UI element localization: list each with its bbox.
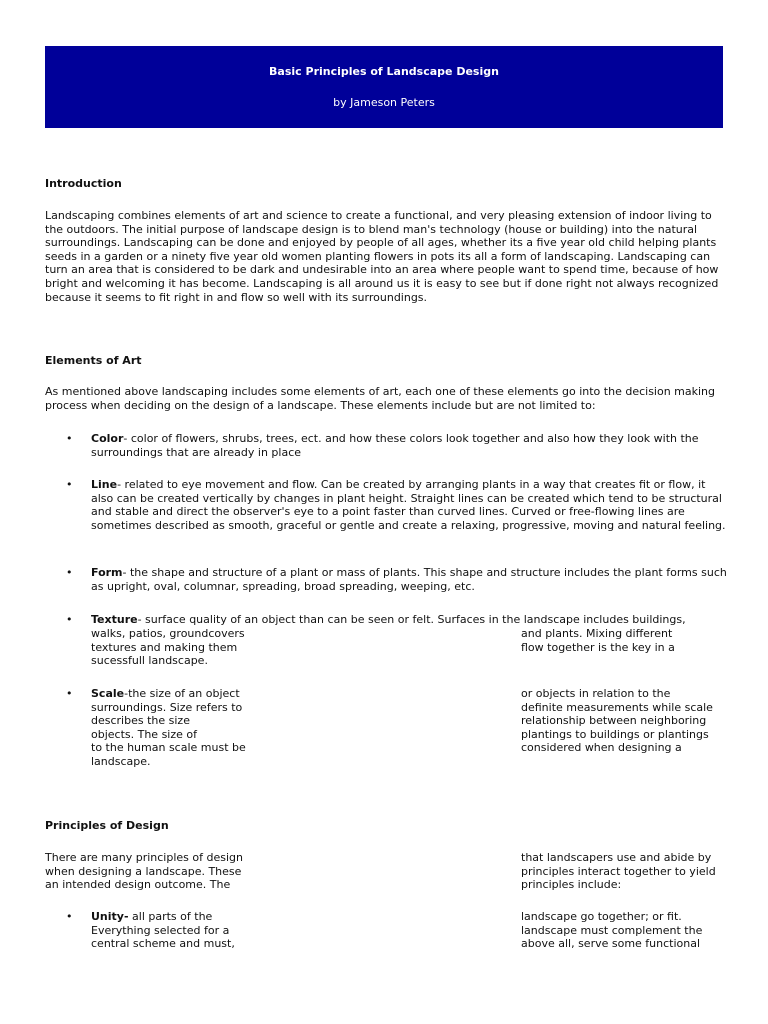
bullet-marker: • [66,613,73,626]
term-scale: Scale [91,687,125,700]
bullet-marker: • [66,566,73,579]
text-line: principles include: [521,878,622,892]
principles-of-design-heading: Principles of Design [45,819,169,832]
text-line: walks, patios, groundcovers [91,627,245,640]
bullet-marker: • [66,432,73,445]
principles-left-column [45,851,243,892]
text-line: landscape go together; or fit. [521,910,682,923]
line-description: - related to eye movement and flow. Can be created by arranging plants in a way that creates fit or flow, it also can be created vertically by changes in plant height. Straight lines can be created which tend to be structural and stable and direct the observer's eye to a point faster than curved lines. Curved or free-flowing lines are sometimes described as smooth, graceful or gentle and create a relaxing, progressive, moving and natural feeling. [91,478,726,532]
introduction-heading: Introduction [45,177,122,190]
list-item-color [91,432,727,459]
texture-right-column [521,627,675,654]
form-description: - the shape and structure of a plant or mass of plants. This shape and structure includes the plant forms such as upright, oval, columnar, spreading, broad spreading, weeping, etc. [91,566,727,593]
scale-right-column [521,687,713,755]
text-line: textures and making them [91,640,238,654]
unity-right-column [521,910,702,951]
text-line: all parts of the [128,910,213,923]
text-line: landscape. [91,754,151,768]
list-item-form [91,566,727,593]
texture-left-column [91,627,245,668]
elements-of-art-paragraph: As mentioned above landscaping includes some elements of art, each one of these elements go into the decision making process when deciding on the design of a landscape. These elements include but are not limited to: [45,385,716,412]
term-form: Form [91,566,123,579]
text-line: -the size of an object [124,687,240,700]
text-line: surroundings. Size refers to [91,700,243,714]
text-line: to the human scale must be [91,741,246,755]
text-line: principles interact together to yield [521,864,716,878]
bullet-marker: • [66,478,73,491]
texture-line-1: - surface quality of an object than can be seen or felt. Surfaces in the landscape includes buildings, [137,613,686,626]
bullet-marker: • [66,910,73,923]
text-line: describes the size [91,714,190,728]
text-line: plantings to buildings or plantings [521,727,709,741]
text-line: sucessfull landscape. [91,654,208,668]
introduction-paragraph: Landscaping combines elements of art and science to create a functional, and very pleasing extension of indoor living to the outdoors. The initial purpose of landscape design is to blend man's technology (house or building) into the natural surroundings. Landscaping can be done and enjoyed by people of all ages, whether its a five year old child helping plants seeds in a garden or a ninety five year old women planting flowers in pots its all a form of landscaping. Landscaping can turn an area that is considered to be dark and undesirable into an area where people want to spend time, because of how bright and welcoming it has become. Landscaping is all around us it is easy to see but if done right not always recognized because it seems to fit right in and flow so well with its surroundings. [45,209,719,304]
text-line: There are many principles of design [45,851,243,864]
unity-left-column [91,910,235,951]
list-item-texture [91,613,727,627]
text-line: landscape must complement the [521,923,703,937]
color-description: - color of flowers, shrubs, trees, ect. and how these colors look together and also how they look with the surroundings that are already in place [91,432,699,459]
text-line: an intended design outcome. The [45,878,231,892]
scale-left-column [91,687,246,769]
text-line: central scheme and must, [91,937,235,951]
term-unity: Unity- [91,910,129,923]
text-line: flow together is the key in a [521,640,675,654]
text-line: when designing a landscape. These [45,864,242,878]
term-color: Color [91,432,124,445]
title-banner [45,46,723,128]
document-author: by Jameson Peters [333,96,435,109]
text-line: Everything selected for a [91,923,230,937]
text-line: definite measurements while scale [521,700,713,714]
text-line: above all, serve some functional [521,937,701,951]
term-line: Line [91,478,118,491]
document-title: Basic Principles of Landscape Design [269,65,499,78]
term-texture: Texture [91,613,138,626]
text-line: considered when designing a [521,741,682,755]
text-line: relationship between neighboring [521,714,707,728]
text-line: or objects in relation to the [521,687,671,700]
text-line: that landscapers use and abide by [521,851,712,864]
principles-right-column [521,851,716,892]
list-item-line [91,478,727,532]
elements-of-art-heading: Elements of Art [45,354,142,367]
text-line: objects. The size of [91,727,198,741]
text-line: and plants. Mixing different [521,627,673,640]
bullet-marker: • [66,687,73,700]
